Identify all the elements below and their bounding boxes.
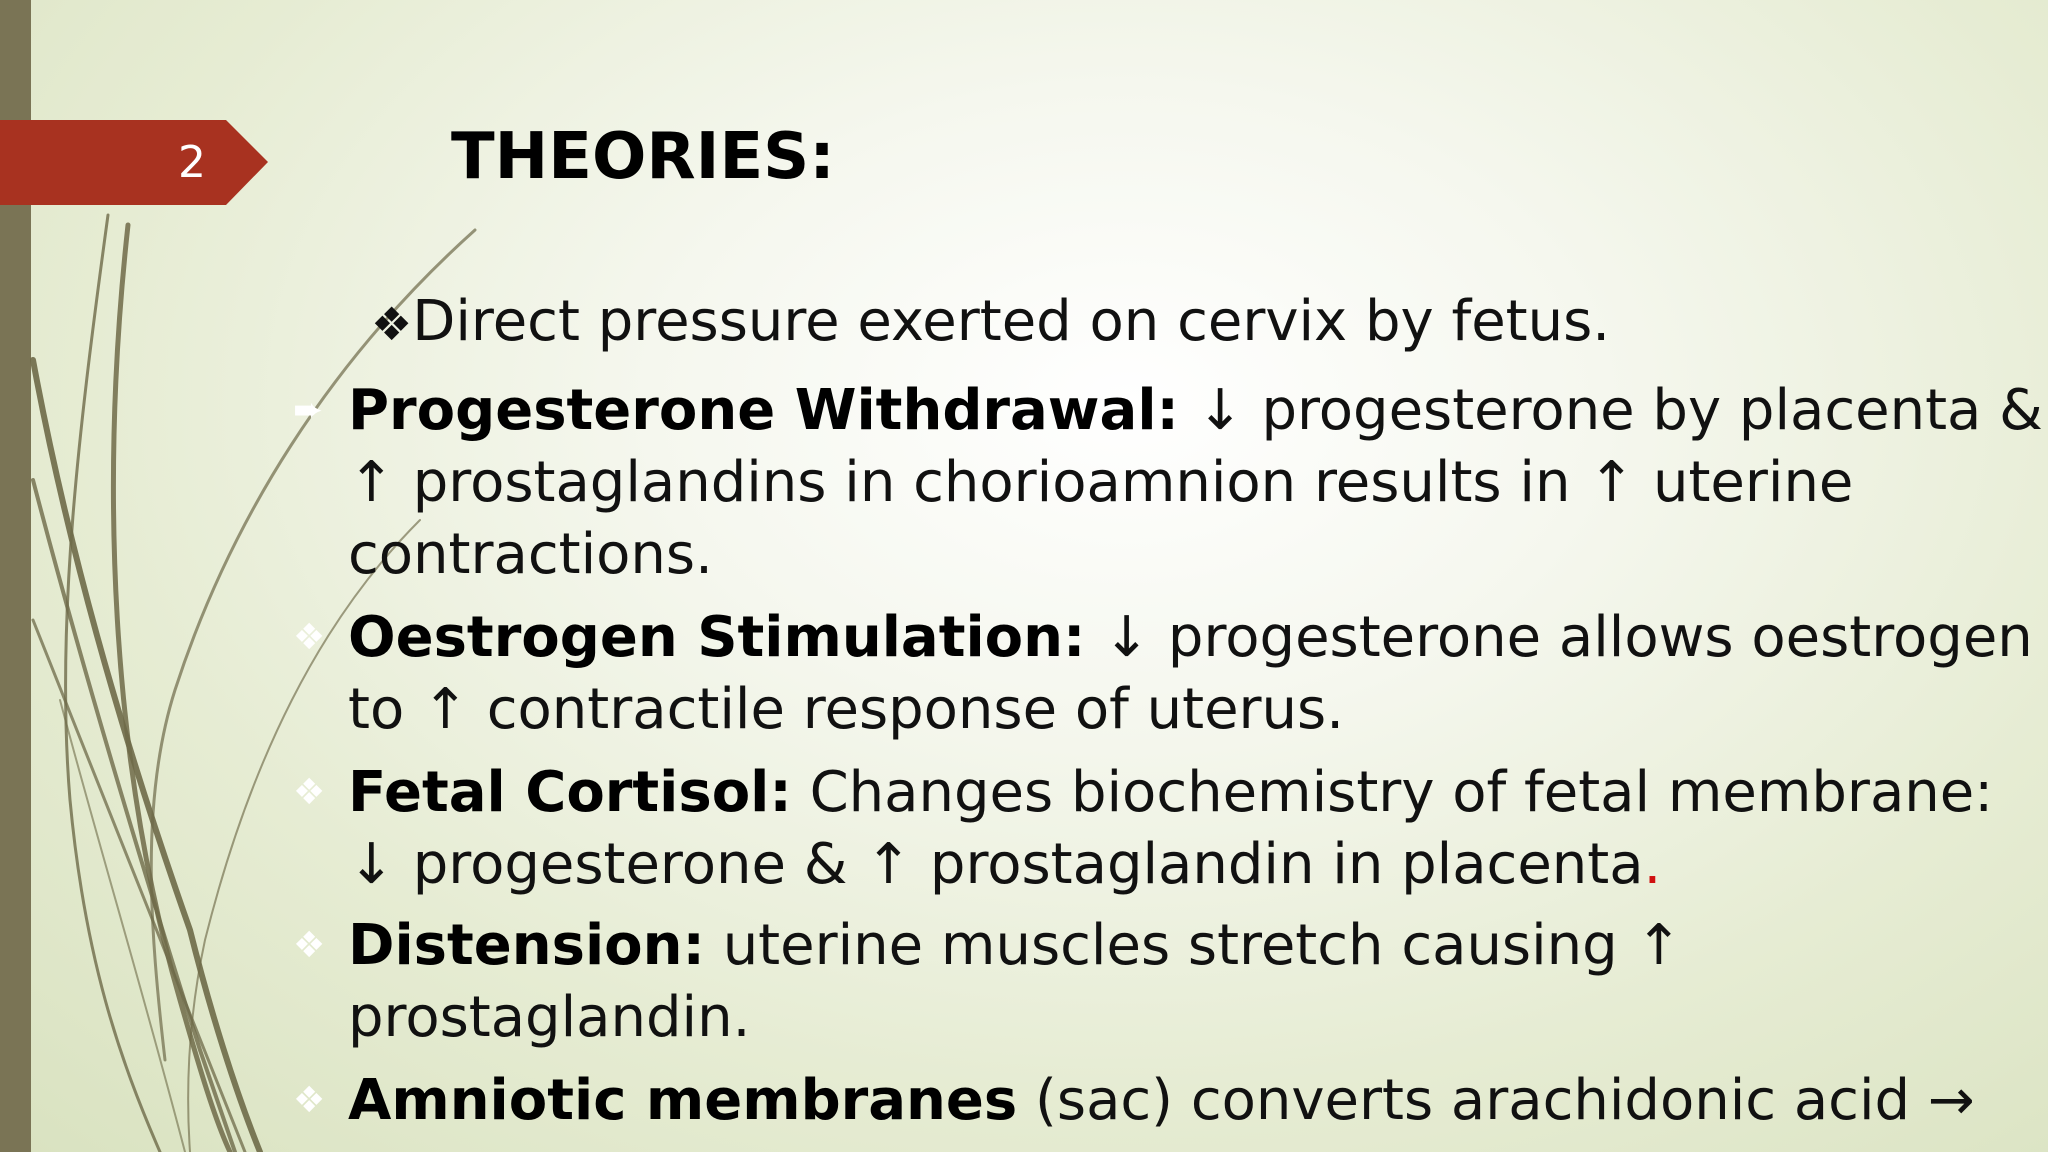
diamond-bullet-icon: ❖: [293, 925, 326, 966]
list-item: [348, 757, 2008, 901]
list-item: [348, 602, 2033, 746]
slide-number: 2: [178, 137, 206, 188]
list-item-text: uterine muscles stretch causing ↑: [704, 913, 1683, 978]
list-item-text: ↓ progesterone allows oestrogen: [1085, 605, 2033, 670]
list-item-line: [348, 757, 2008, 829]
list-item-heading: Progesterone Withdrawal:: [348, 378, 1179, 443]
list-item-text: ↓ progesterone & ↑ prostaglandin in placenta: [348, 832, 1644, 897]
list-item-line: [348, 829, 2008, 901]
list-item-line: [348, 910, 2008, 982]
list-item-heading: Oestrogen Stimulation:: [348, 605, 1086, 670]
list-item-text: (sac) converts arachidonic acid →: [1017, 1068, 1975, 1133]
list-item-line: [348, 1065, 2008, 1137]
list-item: [348, 1065, 2008, 1137]
list-item: [348, 375, 2043, 591]
diamond-bullet-icon: ❖: [293, 1080, 326, 1121]
list-item-text: prostaglandin.: [348, 985, 751, 1050]
list-item-text: contractions.: [348, 522, 713, 587]
list-item-text: Changes biochemistry of fetal membrane:: [791, 760, 1994, 825]
list-item: [348, 910, 2008, 1054]
list-item-heading: Distension:: [348, 913, 705, 978]
diamond-bullet-icon: ❖: [293, 617, 326, 658]
red-period: .: [1643, 832, 1662, 897]
diamond-glyph-icon: ❖: [371, 297, 413, 351]
slide-title: THEORIES:: [451, 120, 835, 194]
list-item-line: [348, 375, 2043, 447]
list-item-heading: Fetal Cortisol:: [348, 760, 792, 825]
list-item-text: to ↑ contractile response of uterus.: [348, 677, 1345, 742]
first-point-text: Direct pressure exerted on cervix by fetus.: [412, 289, 1611, 354]
first-point: [371, 286, 1610, 360]
list-item-text: ↑ prostaglandins in chorioamnion results in ↑ uterine: [348, 450, 1854, 515]
diamond-bullet-icon: ❖: [293, 772, 326, 813]
arrow-bullet-icon: ➨: [293, 390, 324, 431]
list-item-line: [348, 602, 2033, 674]
list-item-text: ↓ progesterone by placenta &: [1178, 378, 2043, 443]
list-item-heading: Amniotic membranes: [348, 1068, 1018, 1133]
